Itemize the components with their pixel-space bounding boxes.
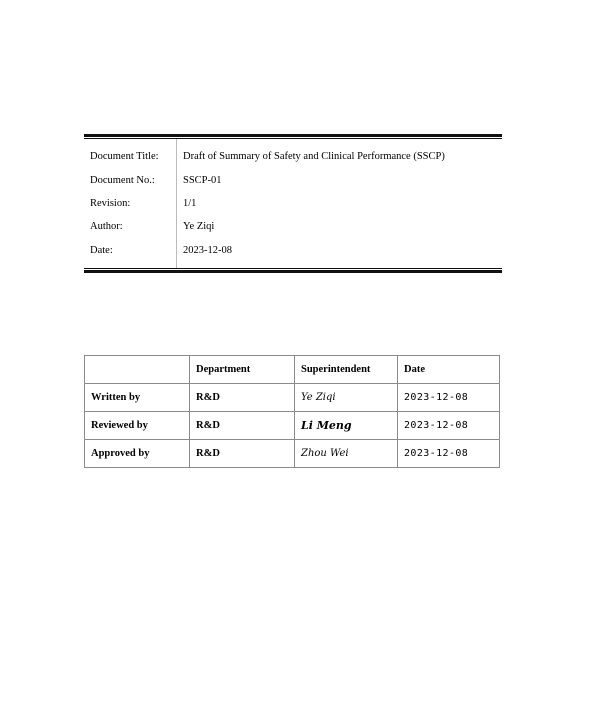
info-value: Ye Ziqi xyxy=(177,215,503,238)
approval-header-date: Date xyxy=(398,356,500,384)
handwritten-date: 2023-12-08 xyxy=(404,392,469,403)
approval-role: Written by xyxy=(85,384,190,412)
info-value: Draft of Summary of Safety and Clinical Performance (SSCP) xyxy=(177,139,503,168)
approval-header-department: Department xyxy=(190,356,295,384)
signature-cell xyxy=(295,412,398,440)
approval-date-cell xyxy=(398,440,500,468)
info-row-revision xyxy=(84,192,502,215)
approval-role: Approved by xyxy=(85,440,190,468)
info-row-document-no xyxy=(84,168,502,191)
approval-department: R&D xyxy=(190,384,295,412)
approval-row-approved xyxy=(85,440,500,468)
info-row-date xyxy=(84,239,502,268)
handwritten-signature: Li Meng xyxy=(301,419,352,432)
approval-header-row xyxy=(85,356,500,384)
approval-department: R&D xyxy=(190,440,295,468)
info-value: 1/1 xyxy=(177,192,503,215)
bottom-thin-rule xyxy=(84,268,502,269)
info-label: Date: xyxy=(90,244,113,256)
approval-date-cell xyxy=(398,412,500,440)
info-value: SSCP-01 xyxy=(177,168,503,191)
signature-cell xyxy=(295,384,398,412)
bottom-double-rule xyxy=(84,270,502,273)
info-row-author xyxy=(84,215,502,238)
approval-table xyxy=(84,355,500,468)
signature-cell xyxy=(295,440,398,468)
handwritten-signature: Zhou Wei xyxy=(301,448,349,459)
approval-department: R&D xyxy=(190,412,295,440)
info-label: Author: xyxy=(90,221,123,233)
info-label: Revision: xyxy=(90,197,131,209)
approval-header-blank xyxy=(85,356,190,384)
info-label: Document No.: xyxy=(90,174,155,186)
top-double-rule xyxy=(84,134,502,137)
document-info-table xyxy=(84,139,502,268)
info-value: 2023-12-08 xyxy=(177,239,503,268)
approval-header-superintendent: Superintendent xyxy=(295,356,398,384)
info-label: Document Title: xyxy=(90,151,159,163)
handwritten-date: 2023-12-08 xyxy=(404,420,469,431)
handwritten-date: 2023-12-08 xyxy=(404,448,469,459)
approval-date-cell xyxy=(398,384,500,412)
info-row-title xyxy=(84,139,502,168)
document-info-block xyxy=(84,134,502,273)
handwritten-signature: Ye Ziqi xyxy=(301,392,336,403)
approval-role: Reviewed by xyxy=(85,412,190,440)
approval-row-written xyxy=(85,384,500,412)
approval-row-reviewed xyxy=(85,412,500,440)
